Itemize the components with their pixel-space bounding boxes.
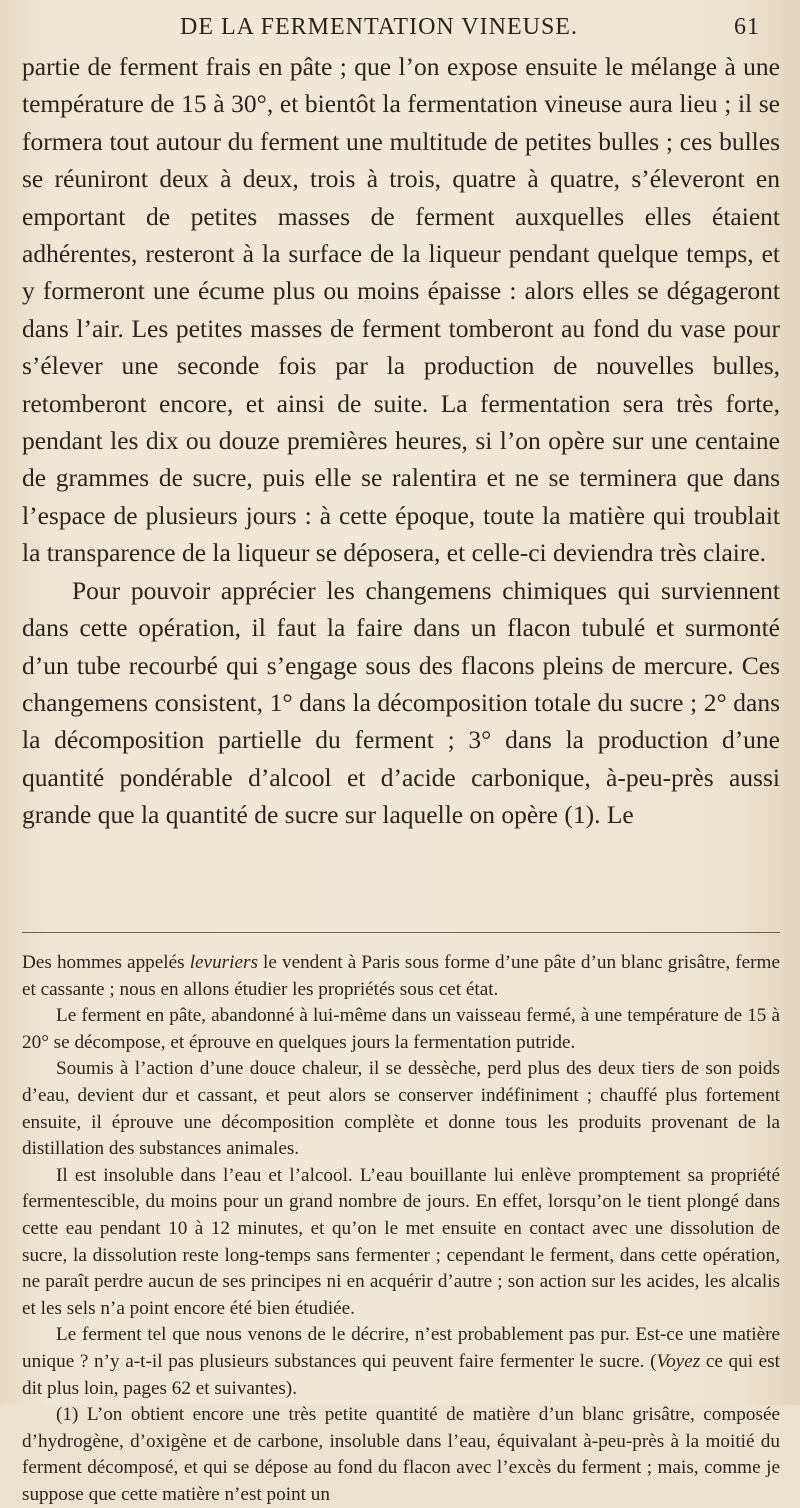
footnote-text: Le ferment tel que nous venons de le décrire, n’est probablement pas pur. Est-ce une matière unique ? n’y a-t-il pas plusieurs substances qui peuvent faire fermenter le sucre. ( bbox=[22, 1324, 780, 1372]
footnotes bbox=[22, 950, 780, 1508]
main-text bbox=[22, 48, 780, 834]
footnote-paragraph bbox=[22, 1322, 780, 1402]
footnote-text: Des hommes appelés bbox=[22, 952, 190, 973]
footnote-paragraph: Soumis à l’action d’une douce chaleur, il se dessèche, perd plus des deux tiers de son poids d’eau, devient dur et cassant, et peut alors se conserver indéfiniment ; chauffé plus fortement ensuite, il éprouve une décomposition complète et donne tous les produits provenant de la distillation des substances animales. bbox=[22, 1058, 780, 1160]
page-header bbox=[180, 10, 760, 46]
running-title: DE LA FERMENTATION VINEUSE. bbox=[180, 14, 578, 40]
body-paragraph: partie de ferment frais en pâte ; que l’on expose ensuite le mélange à une température de 15 à 30°, et bientôt la fermentation vineuse aura lieu ; il se formera tout autour du ferment une multitude de petites bulles ; ces bulles se réuniront deux à deux, trois à trois, quatre à quatre, s’éleveront en emportant de petites masses de ferment auxquelles elles étaient adhérentes, resteront à la surface de la liqueur pendant quelque temps, et y formeront une écume plus ou moins épaisse : alors elles se dégageront dans l’air. Les petites masses de ferment tomberont au fond du vase pour s’élever une seconde fois par la production de nouvelles bulles, retomberont encore, et ainsi de suite. La fermentation sera très forte, pendant les dix ou douze premières heures, si l’on opère sur une centaine de grammes de sucre, puis elle se ralentira et ne se terminera que dans l’espace de plusieurs jours : à cette époque, toute la matière qui troublait la transparence de la liqueur se déposera, et celle-ci deviendra très claire. bbox=[22, 52, 780, 568]
footnote-paragraph: Le ferment en pâte, abandonné à lui-même dans un vaisseau fermé, à une température de 15 à 20° se décompose, et éprouve en quelques jours la fermentation putride. bbox=[22, 1005, 780, 1053]
footnote-italic: Voyez bbox=[656, 1350, 701, 1372]
footnote-paragraph: Il est insoluble dans l’eau et l’alcool. L’eau bouillante lui enlève promptement sa propriété fermentescible, du moins pour un grand nombre de jours. En effet, lorsqu’on le tient plongé dans cette eau pendant 10 à 12 minutes, et qu’on le met ensuite en contact avec une dissolution de sucre, la dissolution reste long-temps sans fermenter ; cependant le ferment, dans cette opération, ne paraît perdre aucun de ses principes ni en acquérir d’autre ; son action sur les acides, les alcalis et les sels n’a point encore été bien étudiée. bbox=[22, 1164, 780, 1319]
footnote-text: le vendent à Paris sous forme d’une pâte d’un blanc grisâtre, ferme et cassante ; nous en allons étudier les propriétés sous cet état. bbox=[22, 952, 780, 1000]
page-number: 61 bbox=[734, 14, 760, 40]
footnote-divider bbox=[22, 932, 780, 933]
footnote-text: ce qui est dit plus loin, pages 62 et suivantes). bbox=[22, 1350, 780, 1399]
footnote-italic: levuriers bbox=[189, 952, 258, 973]
body-paragraph: Pour pouvoir apprécier les changemens chimiques qui surviennent dans cette opération, il faut la faire dans un flacon tubulé et surmonté d’un tube recourbé qui s’engage sous des flacons pleins de mercure. Ces changemens consistent, 1° dans la décomposition totale du sucre ; 2° dans la décomposition partielle du ferment ; 3° dans la production d’une quantité pondérable d’alcool et d’acide carbonique, à-peu-près aussi grande que la quantité de sucre sur laquelle on opère (1). Le bbox=[22, 575, 780, 830]
footnote-paragraph bbox=[22, 950, 780, 1003]
footnote-paragraph: (1) L’on obtient encore une très petite quantité de matière d’un blanc grisâtre, composée d’hydrogène, d’oxigène et de carbone, insoluble dans l’eau, équivalant à-peu-près à la moitié du ferment décomposé, et qui se dépose au fond du flacon avec l’excès du ferment ; mais, comme je suppose que cette matière n’est point un bbox=[22, 1404, 780, 1505]
